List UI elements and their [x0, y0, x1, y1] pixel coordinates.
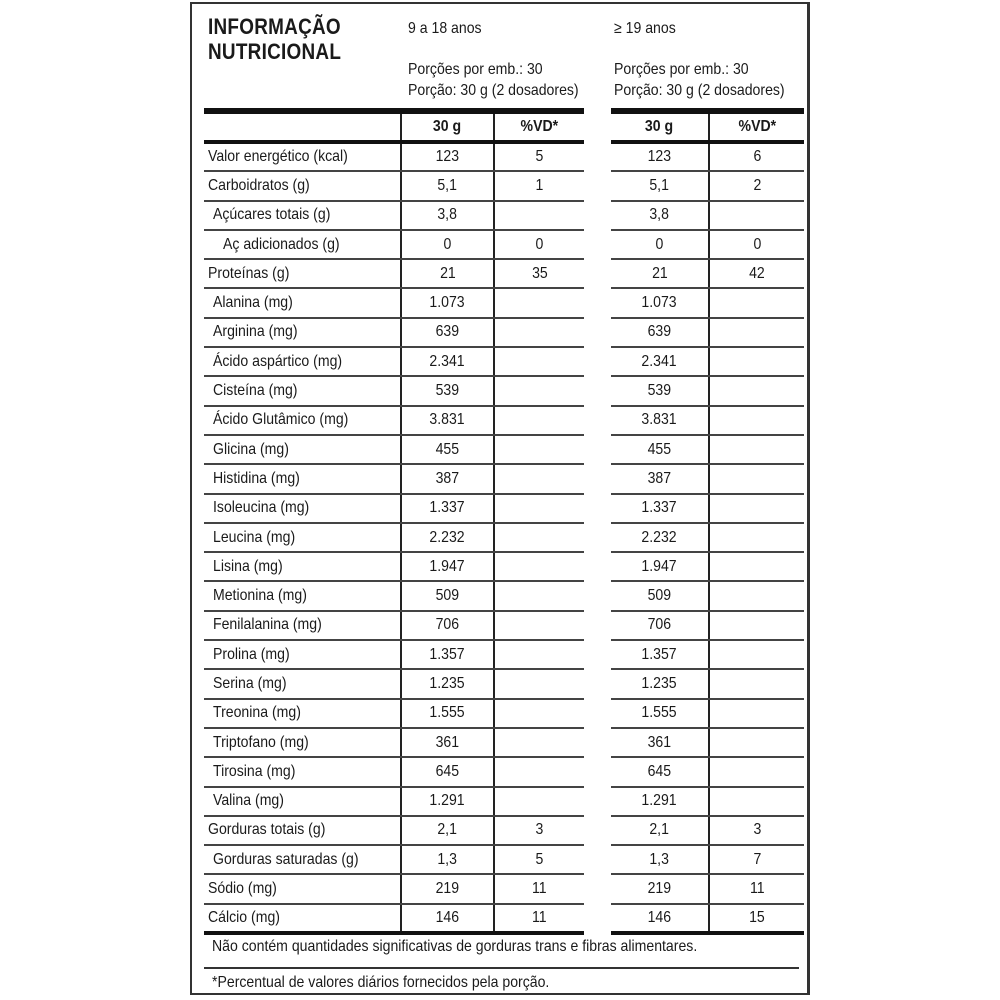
vd-cell	[709, 787, 804, 816]
amount-cell: 3,8	[611, 201, 709, 230]
table-row	[611, 171, 804, 200]
vd-cell: 11	[494, 904, 584, 933]
header-vd: %VD*	[494, 114, 584, 142]
table-row	[204, 581, 584, 610]
vd-cell	[494, 640, 584, 669]
table-row	[204, 904, 584, 933]
table-row	[611, 699, 804, 728]
table-row	[611, 728, 804, 757]
nutrient-label: Gorduras saturadas (g)	[204, 845, 401, 874]
amount-cell: 123	[611, 142, 709, 171]
vd-cell	[709, 669, 804, 698]
amount-cell: 455	[611, 435, 709, 464]
table-row	[204, 230, 584, 259]
vd-cell: 7	[709, 845, 804, 874]
vd-cell	[494, 406, 584, 435]
table-row	[204, 464, 584, 493]
nutrient-label: Valina (mg)	[204, 787, 401, 816]
table-row	[611, 552, 804, 581]
vd-cell	[494, 435, 584, 464]
amount-cell: 2.341	[611, 347, 709, 376]
amount-cell: 387	[611, 464, 709, 493]
vd-cell	[709, 464, 804, 493]
vd-cell: 35	[494, 259, 584, 288]
amount-cell: 1.947	[401, 552, 494, 581]
vd-cell	[709, 318, 804, 347]
nutrient-label: Leucina (mg)	[204, 523, 401, 552]
amount-cell: 361	[401, 728, 494, 757]
amount-cell: 21	[401, 259, 494, 288]
table-row	[204, 757, 584, 786]
nutrient-label: Lisina (mg)	[204, 552, 401, 581]
amount-cell: 1.073	[611, 288, 709, 317]
amount-cell: 1.291	[401, 787, 494, 816]
table-row	[204, 435, 584, 464]
table-row	[204, 523, 584, 552]
table-row	[611, 288, 804, 317]
vd-cell: 1	[494, 171, 584, 200]
table-row	[611, 816, 804, 845]
table-row	[611, 669, 804, 698]
amount-cell: 0	[611, 230, 709, 259]
group-header-19-plus	[614, 18, 785, 101]
table-row	[204, 288, 584, 317]
nutrient-label: Cálcio (mg)	[204, 904, 401, 933]
amount-cell: 3.831	[611, 406, 709, 435]
amount-cell: 146	[401, 904, 494, 933]
amount-cell: 2,1	[611, 816, 709, 845]
vd-cell	[709, 640, 804, 669]
vd-cell	[709, 406, 804, 435]
vd-cell	[709, 347, 804, 376]
vd-cell	[709, 552, 804, 581]
vd-cell	[494, 757, 584, 786]
nutrient-label: Alanina (mg)	[204, 288, 401, 317]
table-row	[611, 230, 804, 259]
table-row	[204, 611, 584, 640]
header-blank	[204, 114, 401, 142]
amount-cell: 645	[611, 757, 709, 786]
amount-cell: 639	[401, 318, 494, 347]
table-row	[204, 640, 584, 669]
amount-cell: 639	[611, 318, 709, 347]
amount-cell: 5,1	[611, 171, 709, 200]
amount-cell: 1.555	[611, 699, 709, 728]
table-row	[611, 259, 804, 288]
nutrition-table-19-plus	[611, 114, 804, 935]
table-row	[204, 142, 584, 171]
vd-cell	[709, 376, 804, 405]
amount-cell: 361	[611, 728, 709, 757]
panel-title	[208, 14, 341, 64]
table-row	[204, 494, 584, 523]
nutrient-label: Valor energético (kcal)	[204, 142, 401, 171]
nutrient-label: Histidina (mg)	[204, 464, 401, 493]
table-row	[204, 347, 584, 376]
vd-cell	[494, 347, 584, 376]
table-row	[611, 464, 804, 493]
nutrient-label: Açúcares totais (g)	[204, 201, 401, 230]
amount-cell: 1,3	[611, 845, 709, 874]
vd-cell	[709, 494, 804, 523]
nutrient-label: Prolina (mg)	[204, 640, 401, 669]
nutrient-label: Tirosina (mg)	[204, 757, 401, 786]
nutrient-label: Glicina (mg)	[204, 435, 401, 464]
title-line-1: INFORMAÇÃO	[208, 14, 341, 39]
nutrient-label: Triptofano (mg)	[204, 728, 401, 757]
amount-cell: 539	[401, 376, 494, 405]
table-row	[611, 757, 804, 786]
table-row	[611, 318, 804, 347]
vd-cell: 0	[494, 230, 584, 259]
table-row	[204, 552, 584, 581]
table-row	[204, 845, 584, 874]
vd-cell: 5	[494, 845, 584, 874]
vd-cell	[494, 787, 584, 816]
vd-cell	[709, 435, 804, 464]
table-row	[611, 787, 804, 816]
vd-cell	[494, 523, 584, 552]
nutrient-label: Cisteína (mg)	[204, 376, 401, 405]
table-row	[611, 611, 804, 640]
table-row	[611, 142, 804, 171]
vd-cell	[494, 699, 584, 728]
nutrient-label: Fenilalanina (mg)	[204, 611, 401, 640]
footer-divider	[204, 967, 799, 969]
amount-cell: 509	[401, 581, 494, 610]
nutrient-label: Metionina (mg)	[204, 581, 401, 610]
amount-cell: 123	[401, 142, 494, 171]
age-group-label: 9 a 18 anos	[408, 20, 482, 37]
amount-cell: 5,1	[401, 171, 494, 200]
nutrient-label: Ácido aspártico (mg)	[204, 347, 401, 376]
vd-cell	[494, 376, 584, 405]
servings-per-package: Porções por emb.: 30	[408, 61, 543, 78]
table-row	[611, 874, 804, 903]
nutrient-label: Proteínas (g)	[204, 259, 401, 288]
table-row	[204, 259, 584, 288]
header-amount: 30 g	[401, 114, 494, 142]
amount-cell: 1.235	[401, 669, 494, 698]
vd-cell	[709, 581, 804, 610]
vd-cell: 11	[709, 874, 804, 903]
portion-size: Porção: 30 g (2 dosadores)	[408, 82, 579, 99]
amount-cell: 1.235	[611, 669, 709, 698]
title-line-2: NUTRICIONAL	[208, 39, 342, 64]
nutrient-label: Arginina (mg)	[204, 318, 401, 347]
table-row	[611, 581, 804, 610]
vd-cell	[494, 494, 584, 523]
vd-cell: 15	[709, 904, 804, 933]
amount-cell: 706	[401, 611, 494, 640]
vd-cell	[494, 728, 584, 757]
amount-cell: 1.291	[611, 787, 709, 816]
nutrient-label: Treonina (mg)	[204, 699, 401, 728]
amount-cell: 219	[401, 874, 494, 903]
vd-cell	[494, 318, 584, 347]
amount-cell: 1.357	[611, 640, 709, 669]
table-row	[204, 728, 584, 757]
table-row	[611, 347, 804, 376]
nutrition-table-9-18	[204, 114, 584, 935]
vd-cell	[709, 201, 804, 230]
vd-cell: 11	[494, 874, 584, 903]
amount-cell: 455	[401, 435, 494, 464]
footer-note-daily-values: *Percentual de valores diários fornecidos pela porção.	[212, 974, 550, 991]
table-row	[611, 845, 804, 874]
table-row	[611, 494, 804, 523]
nutrient-label: Ácido Glutâmico (mg)	[204, 406, 401, 435]
vd-cell: 2	[709, 171, 804, 200]
vd-cell	[494, 464, 584, 493]
header-vd: %VD*	[709, 114, 804, 142]
table-row	[204, 874, 584, 903]
table-row	[204, 406, 584, 435]
table-row	[204, 787, 584, 816]
age-group-label: ≥ 19 anos	[614, 20, 676, 37]
table-row	[204, 171, 584, 200]
vd-cell	[709, 523, 804, 552]
amount-cell: 21	[611, 259, 709, 288]
table-row	[611, 376, 804, 405]
vd-cell	[494, 669, 584, 698]
amount-cell: 2.232	[611, 523, 709, 552]
table-row	[204, 318, 584, 347]
table-row	[611, 435, 804, 464]
nutrient-label: Carboidratos (g)	[204, 171, 401, 200]
amount-cell: 1.337	[401, 494, 494, 523]
vd-cell	[494, 611, 584, 640]
vd-cell	[494, 581, 584, 610]
amount-cell: 1.947	[611, 552, 709, 581]
servings-per-package: Porções por emb.: 30	[614, 61, 749, 78]
table-row	[204, 699, 584, 728]
table-row	[611, 201, 804, 230]
table-row	[204, 201, 584, 230]
amount-cell: 539	[611, 376, 709, 405]
vd-cell	[494, 201, 584, 230]
vd-cell	[494, 288, 584, 317]
amount-cell: 146	[611, 904, 709, 933]
amount-cell: 1.357	[401, 640, 494, 669]
amount-cell: 0	[401, 230, 494, 259]
table-row	[611, 406, 804, 435]
amount-cell: 706	[611, 611, 709, 640]
header-amount: 30 g	[611, 114, 709, 142]
group-header-9-18	[408, 18, 579, 101]
amount-cell: 387	[401, 464, 494, 493]
table-row	[204, 816, 584, 845]
vd-cell: 5	[494, 142, 584, 171]
vd-cell	[709, 288, 804, 317]
vd-cell: 3	[709, 816, 804, 845]
amount-cell: 645	[401, 757, 494, 786]
vd-cell: 42	[709, 259, 804, 288]
amount-cell: 3.831	[401, 406, 494, 435]
footer-note-trans-fat: Não contém quantidades significativas de gorduras trans e fibras alimentares.	[212, 938, 698, 955]
table-row	[611, 640, 804, 669]
amount-cell: 3,8	[401, 201, 494, 230]
table-header-row	[204, 114, 584, 142]
amount-cell: 1,3	[401, 845, 494, 874]
vd-cell: 0	[709, 230, 804, 259]
amount-cell: 1.555	[401, 699, 494, 728]
nutrition-facts-panel	[190, 2, 810, 995]
table-header-row	[611, 114, 804, 142]
vd-cell	[709, 699, 804, 728]
amount-cell: 1.337	[611, 494, 709, 523]
amount-cell: 509	[611, 581, 709, 610]
table-row	[611, 904, 804, 933]
nutrient-label: Serina (mg)	[204, 669, 401, 698]
amount-cell: 219	[611, 874, 709, 903]
amount-cell: 2,1	[401, 816, 494, 845]
nutrient-label: Aç adicionados (g)	[204, 230, 401, 259]
vd-cell	[709, 757, 804, 786]
vd-cell	[709, 728, 804, 757]
vd-cell: 6	[709, 142, 804, 171]
nutrient-label: Gorduras totais (g)	[204, 816, 401, 845]
portion-size: Porção: 30 g (2 dosadores)	[614, 82, 785, 99]
nutrient-label: Sódio (mg)	[204, 874, 401, 903]
table-row	[611, 523, 804, 552]
vd-cell	[494, 552, 584, 581]
vd-cell	[709, 611, 804, 640]
amount-cell: 2.341	[401, 347, 494, 376]
table-row	[204, 376, 584, 405]
nutrient-label: Isoleucina (mg)	[204, 494, 401, 523]
amount-cell: 2.232	[401, 523, 494, 552]
vd-cell: 3	[494, 816, 584, 845]
table-row	[204, 669, 584, 698]
amount-cell: 1.073	[401, 288, 494, 317]
